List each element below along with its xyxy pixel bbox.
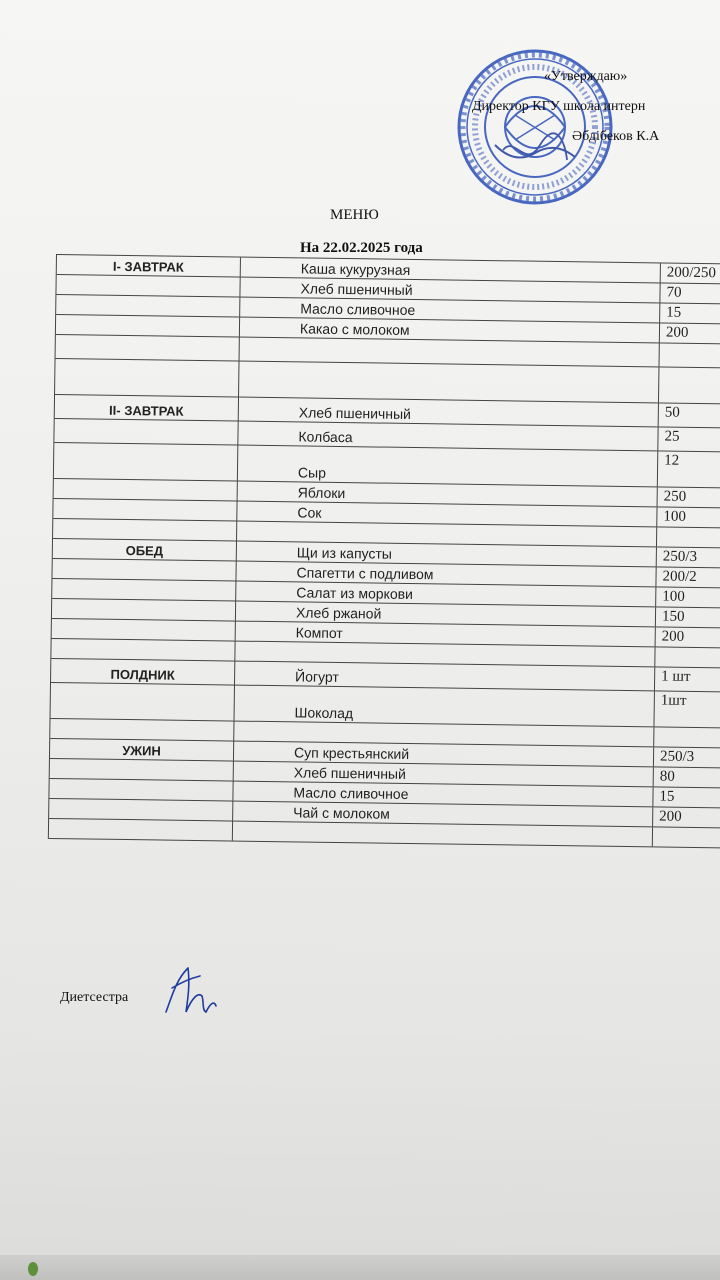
signature-label: Диетсестра bbox=[60, 990, 129, 1005]
dish-cell-text: Щи из капусты bbox=[296, 544, 393, 562]
dish-cell-text: Сыр bbox=[297, 464, 327, 481]
amount-cell-text: 25 bbox=[664, 428, 680, 445]
meal-cell bbox=[50, 719, 234, 741]
meal-cell bbox=[52, 599, 236, 621]
meal-cell bbox=[50, 759, 234, 781]
amount-cell-text: 15 bbox=[659, 788, 675, 805]
dish-cell-text: Яблоки bbox=[297, 484, 346, 502]
amount-cell bbox=[657, 527, 720, 547]
meal-cell bbox=[54, 443, 238, 481]
amount-cell bbox=[656, 607, 720, 627]
amount-cell-text: 200/250 bbox=[666, 264, 717, 282]
meal-cell bbox=[56, 335, 240, 361]
amount-cell bbox=[661, 263, 720, 283]
meal-cell bbox=[52, 619, 236, 641]
director-line: Директор КГУ школа интерн bbox=[472, 99, 646, 114]
approval-block bbox=[470, 60, 720, 162]
amount-cell-text: 250/3 bbox=[659, 748, 695, 765]
amount-cell bbox=[654, 727, 720, 747]
meal-cell bbox=[56, 315, 240, 337]
meal-cell-text bbox=[49, 837, 232, 840]
dish-cell-text: Хлеб пшеничный bbox=[293, 764, 406, 782]
meal-cell bbox=[57, 255, 241, 277]
meal-cell bbox=[56, 295, 240, 317]
menu-table bbox=[48, 254, 720, 848]
dish-cell-text: Суп крестьянский bbox=[293, 744, 410, 762]
amount-cell bbox=[656, 567, 720, 587]
amount-cell-text: 80 bbox=[659, 768, 675, 785]
meal-cell-text: ПОЛДНИК bbox=[110, 666, 175, 683]
meal-cell bbox=[50, 739, 234, 761]
amount-cell-text: 1шт bbox=[660, 692, 687, 709]
table-surface bbox=[0, 1255, 720, 1280]
amount-cell bbox=[655, 667, 720, 691]
meal-cell bbox=[54, 479, 238, 501]
amount-cell-text: 1 шт bbox=[661, 668, 691, 685]
amount-cell bbox=[658, 487, 720, 507]
dish-cell bbox=[238, 446, 658, 487]
dish-cell-text: Колбаса bbox=[298, 428, 353, 446]
amount-cell bbox=[655, 647, 720, 667]
dish-cell-text: Компот bbox=[295, 624, 343, 642]
dish-cell-text: Какао с молоком bbox=[299, 320, 410, 338]
meal-cell bbox=[49, 819, 233, 841]
handwritten-signature bbox=[158, 962, 228, 1018]
menu-date: На 22.02.2025 года bbox=[300, 240, 423, 256]
dish-cell-text: Шоколад bbox=[294, 704, 354, 722]
meal-cell-text: II- ЗАВТРАК bbox=[109, 402, 184, 419]
amount-cell-text: 200/2 bbox=[662, 568, 697, 585]
amount-cell bbox=[654, 767, 720, 787]
amount-cell bbox=[654, 691, 720, 727]
meal-cell bbox=[56, 275, 240, 297]
meal-cell bbox=[49, 779, 233, 801]
dish-cell-text: Хлеб ржаной bbox=[295, 604, 382, 622]
amount-cell bbox=[658, 451, 720, 487]
amount-cell bbox=[659, 403, 720, 427]
amount-cell bbox=[657, 507, 720, 527]
amount-cell bbox=[658, 427, 720, 451]
amount-cell-text: 12 bbox=[664, 452, 680, 469]
amount-cell bbox=[659, 367, 720, 403]
amount-cell-text: 150 bbox=[661, 608, 685, 625]
page-title: МЕНЮ bbox=[330, 207, 379, 223]
amount-cell bbox=[654, 747, 720, 767]
dish-cell-text: Хлеб пшеничный bbox=[300, 280, 413, 298]
dish-cell-text: Каша кукурузная bbox=[300, 260, 411, 278]
dish-cell bbox=[235, 686, 655, 727]
amount-cell bbox=[653, 787, 720, 807]
amount-cell-text: 200 bbox=[659, 808, 682, 825]
amount-cell bbox=[656, 627, 720, 647]
amount-cell-text: 15 bbox=[666, 304, 682, 321]
director-name: Әбдібеков К.А bbox=[572, 129, 660, 144]
meal-cell-text: УЖИН bbox=[122, 742, 161, 759]
amount-cell bbox=[653, 807, 720, 827]
meal-cell bbox=[51, 659, 235, 685]
dish-cell-text: Хлеб пшеничный bbox=[298, 404, 412, 422]
meal-cell bbox=[52, 579, 236, 601]
meal-cell bbox=[55, 359, 239, 397]
amount-cell bbox=[656, 587, 720, 607]
meal-cell-text: I- ЗАВТРАК bbox=[112, 258, 184, 275]
dish-cell bbox=[239, 362, 659, 403]
dish-cell-text: Чай с молоком bbox=[293, 804, 390, 822]
meal-cell bbox=[53, 539, 237, 561]
meal-cell bbox=[55, 395, 239, 421]
amount-cell bbox=[659, 343, 720, 367]
amount-cell-text: 100 bbox=[662, 588, 685, 605]
meal-cell bbox=[53, 519, 237, 541]
amount-cell-text: 200 bbox=[665, 324, 689, 341]
meal-cell bbox=[53, 499, 237, 521]
amount-cell-text: 250/3 bbox=[662, 548, 698, 565]
amount-cell-text: 200 bbox=[661, 628, 685, 645]
amount-cell bbox=[660, 283, 720, 303]
amount-cell-text: 70 bbox=[666, 284, 682, 301]
amount-cell-text: 50 bbox=[664, 404, 680, 421]
approval-heading: «Утверждаю» bbox=[544, 69, 628, 84]
amount-cell bbox=[653, 827, 720, 847]
amount-cell bbox=[660, 323, 720, 343]
green-mark bbox=[28, 1262, 38, 1276]
dish-cell-text: Сок bbox=[297, 504, 322, 521]
amount-cell bbox=[660, 303, 720, 323]
dish-cell-text: Салат из моркови bbox=[296, 584, 414, 603]
amount-cell-text: 250 bbox=[663, 488, 687, 505]
amount-cell bbox=[657, 547, 720, 567]
meal-cell bbox=[51, 683, 235, 721]
dish-cell-text: Йогурт bbox=[295, 668, 339, 685]
meal-cell bbox=[49, 799, 233, 821]
dish-cell-text: Масло сливочное bbox=[300, 300, 416, 319]
dish-cell-text: Масло сливочное bbox=[293, 784, 409, 802]
amount-cell-text: 100 bbox=[663, 508, 687, 525]
meal-cell-text: ОБЕД bbox=[125, 543, 164, 559]
meal-cell bbox=[51, 639, 235, 661]
dish-cell-text: Спагетти с подливом bbox=[296, 564, 434, 583]
meal-cell bbox=[54, 419, 238, 445]
meal-cell bbox=[52, 559, 236, 581]
